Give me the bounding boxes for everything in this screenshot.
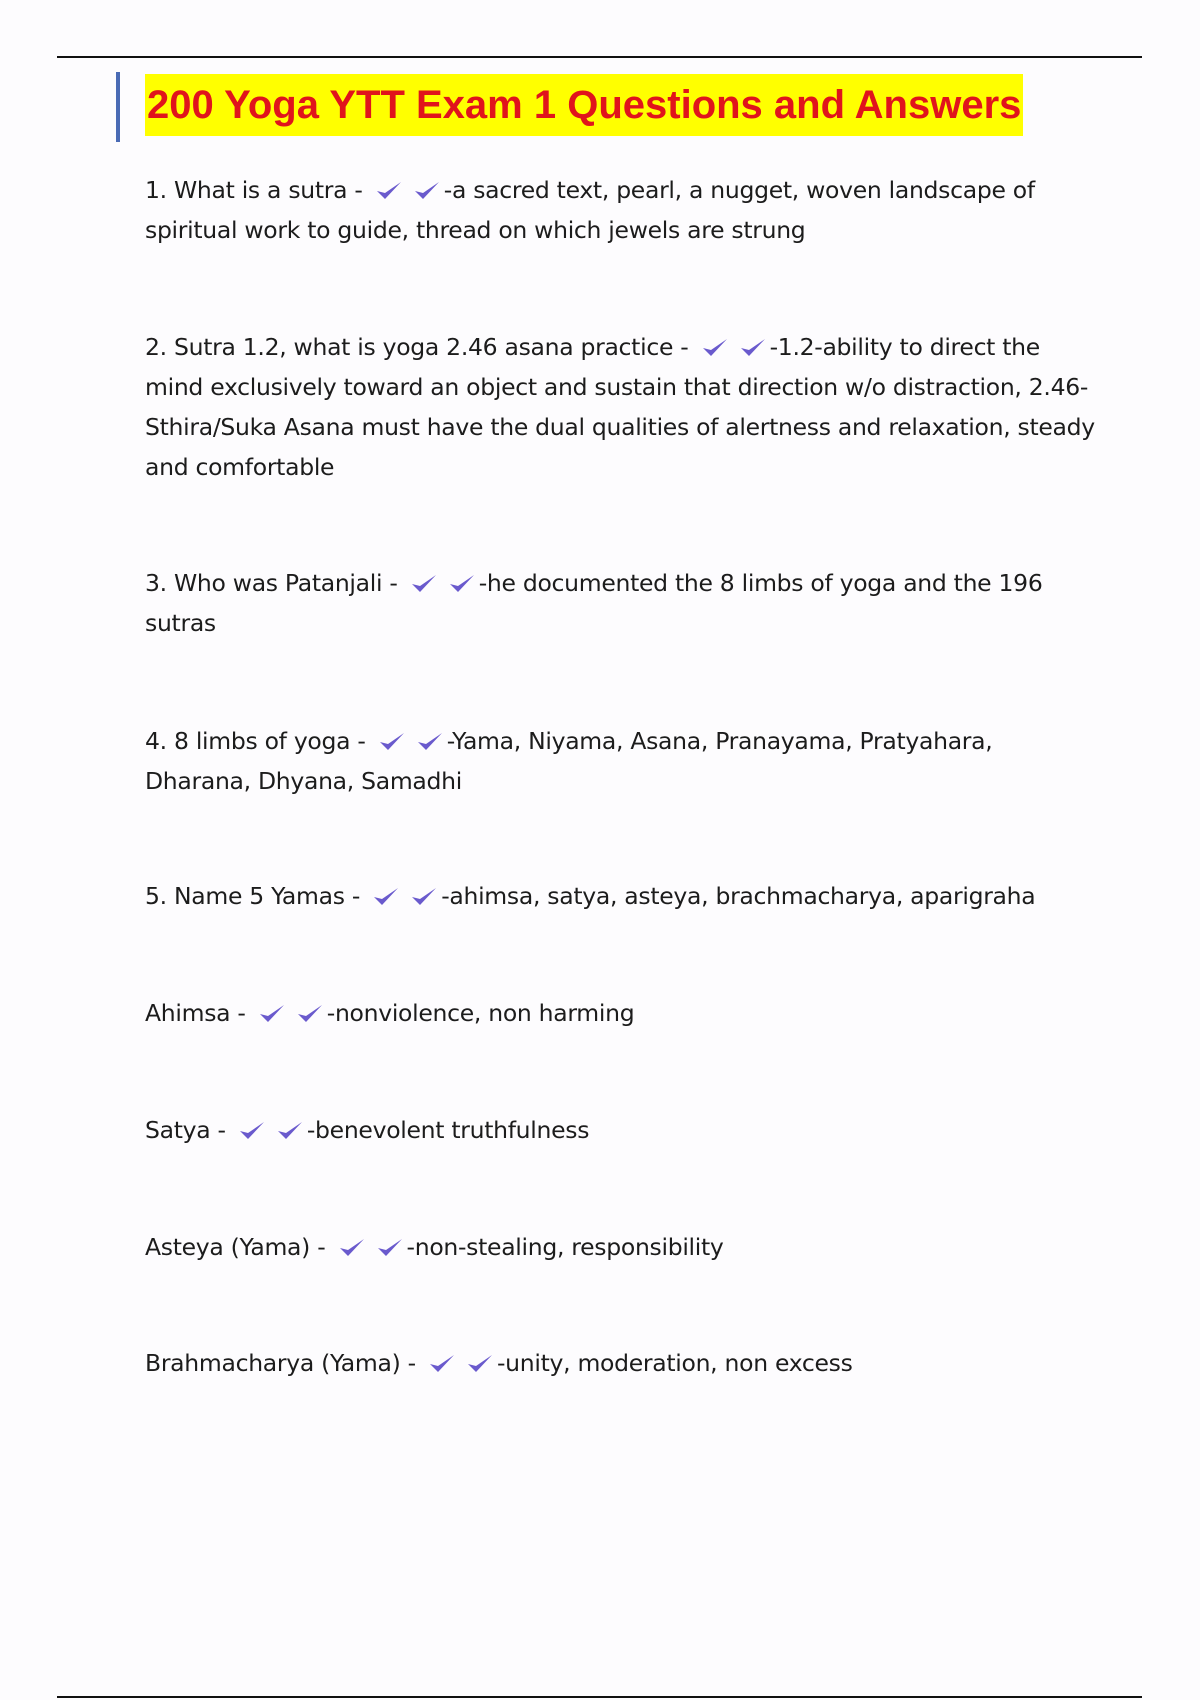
question-text: Brahmacharya (Yama) - <box>145 1349 416 1377</box>
qa-item-8 <box>145 1227 1095 1267</box>
answer-text: -a sacred text, pearl, a nugget, woven landscape of spiritual work to guide, thread on which jewels are strung <box>145 176 1035 244</box>
answer-text: -non-stealing, responsibility <box>406 1233 724 1261</box>
check-icon <box>415 729 445 753</box>
answer-text: -Yama, Niyama, Asana, Pranayama, Pratyahara, Dharana, Dhyana, Samadhi <box>145 727 993 795</box>
answer-text: -benevolent truthfulness <box>306 1116 590 1144</box>
check-icon <box>371 884 401 908</box>
qa-item-9 <box>145 1343 1095 1383</box>
question-text: Ahimsa - <box>145 999 246 1027</box>
check-icon <box>377 729 407 753</box>
check-icon <box>738 335 768 359</box>
check-icon <box>375 1235 405 1259</box>
check-icon <box>295 1001 325 1025</box>
check-icon <box>409 571 439 595</box>
page-title: 200 Yoga YTT Exam 1 Questions and Answers <box>145 74 1023 136</box>
check-icon <box>412 178 442 202</box>
question-text: 4. 8 limbs of yoga - <box>145 727 366 755</box>
question-text: 1. What is a sutra - <box>145 176 363 204</box>
check-icon <box>427 1351 457 1375</box>
answer-text: -1.2-ability to direct the mind exclusively toward an object and sustain that direction w/o distraction, 2.46-Sthira/Suka Asana must have the dual qualities of alertness and relaxation, steady and comfortable <box>145 333 1095 481</box>
qa-item-1 <box>145 170 1095 250</box>
check-icon <box>337 1235 367 1259</box>
answer-text: -unity, moderation, non excess <box>497 1349 853 1377</box>
answer-text: -nonviolence, non harming <box>326 999 635 1027</box>
check-icon <box>465 1351 495 1375</box>
check-icon <box>700 335 730 359</box>
answer-text: -he documented the 8 limbs of yoga and the 196 sutras <box>145 569 1043 637</box>
qa-item-7 <box>145 1110 1095 1150</box>
check-icon <box>409 884 439 908</box>
qa-item-6 <box>145 993 1095 1033</box>
qa-item-4 <box>145 721 1095 801</box>
top-rule <box>57 56 1142 58</box>
question-text: Satya - <box>145 1116 226 1144</box>
question-text: 2. Sutra 1.2, what is yoga 2.46 asana practice - <box>145 333 689 361</box>
bottom-rule <box>57 1696 1142 1698</box>
title-accent-bar <box>116 72 120 142</box>
qa-item-2 <box>145 327 1095 487</box>
qa-item-5 <box>145 876 1095 916</box>
qa-item-3 <box>145 563 1095 643</box>
question-text: Asteya (Yama) - <box>145 1233 326 1261</box>
check-icon <box>237 1118 267 1142</box>
check-icon <box>257 1001 287 1025</box>
question-text: 3. Who was Patanjali - <box>145 569 398 597</box>
check-icon <box>447 571 477 595</box>
check-icon <box>275 1118 305 1142</box>
question-text: 5. Name 5 Yamas - <box>145 882 361 910</box>
check-icon <box>374 178 404 202</box>
answer-text: -ahimsa, satya, asteya, brachmacharya, aparigraha <box>441 882 1036 910</box>
